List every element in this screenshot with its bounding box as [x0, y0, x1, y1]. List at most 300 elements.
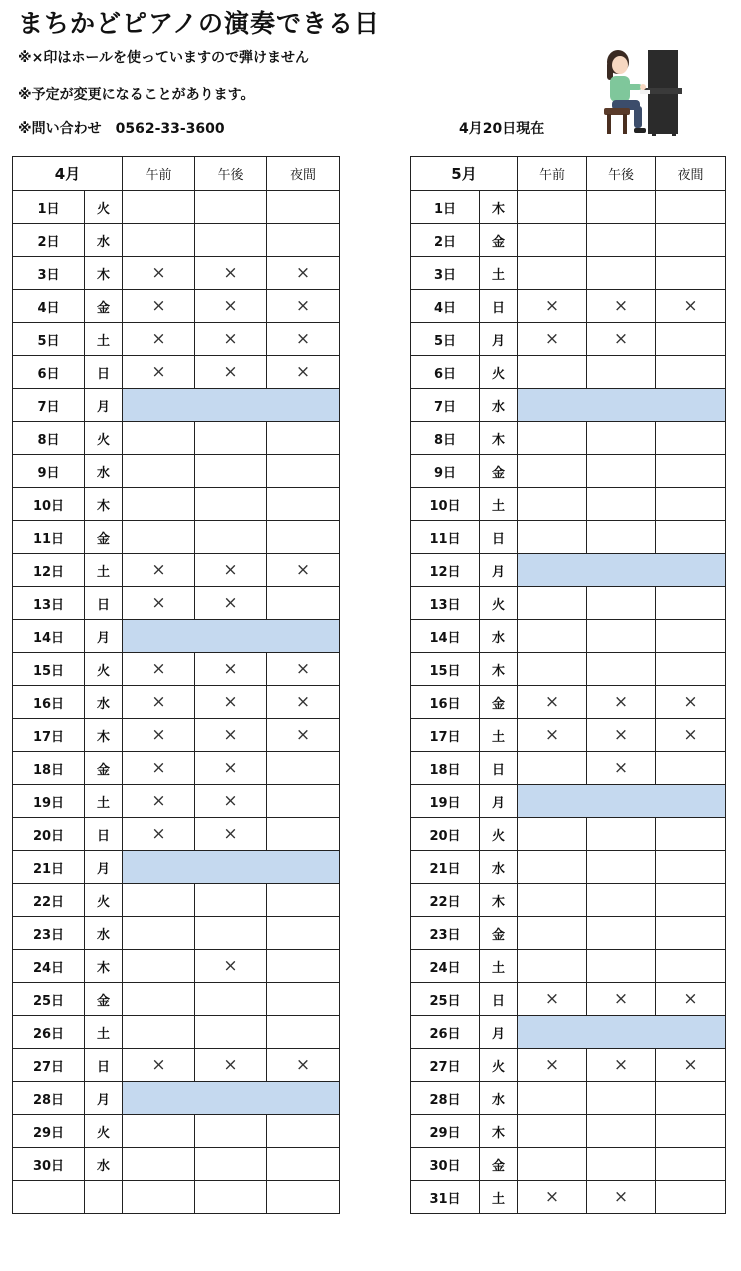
table-row — [411, 257, 726, 290]
day-cell: 11日 — [13, 521, 85, 554]
weekday-cell: 土 — [85, 554, 123, 587]
day-cell: 4日 — [13, 290, 85, 323]
day-cell: 16日 — [13, 686, 85, 719]
weekday-cell: 日 — [480, 290, 518, 323]
night-slot-cell — [267, 1016, 340, 1049]
table-row — [13, 587, 340, 620]
pm-slot-cell — [587, 455, 656, 488]
closed-day-cell — [518, 554, 726, 587]
night-slot-cell — [656, 488, 726, 521]
table-row — [13, 620, 340, 653]
table-row — [411, 521, 726, 554]
night-slot-cell — [267, 587, 340, 620]
night-slot-cell: × — [656, 719, 726, 752]
day-cell — [13, 1181, 85, 1214]
closed-day-cell — [518, 785, 726, 818]
night-slot-cell: × — [267, 356, 340, 389]
am-slot-cell: × — [123, 587, 195, 620]
table-row — [13, 884, 340, 917]
day-cell: 19日 — [411, 785, 480, 818]
weekday-cell: 金 — [480, 686, 518, 719]
night-slot-cell — [267, 950, 340, 983]
pm-slot-cell: × — [195, 554, 267, 587]
am-slot-cell — [123, 488, 195, 521]
pm-slot-cell: × — [587, 1049, 656, 1082]
day-cell: 18日 — [411, 752, 480, 785]
pm-slot-cell — [587, 620, 656, 653]
contact-info: ※問い合わせ 0562-33-3600 — [18, 121, 225, 137]
weekday-cell: 月 — [85, 620, 123, 653]
day-cell: 8日 — [13, 422, 85, 455]
table-row — [411, 191, 726, 224]
pm-slot-cell — [587, 224, 656, 257]
weekday-cell: 土 — [480, 1181, 518, 1214]
weekday-cell: 火 — [85, 1115, 123, 1148]
day-cell: 25日 — [411, 983, 480, 1016]
night-slot-cell — [267, 521, 340, 554]
pm-slot-cell: × — [587, 983, 656, 1016]
day-cell: 20日 — [411, 818, 480, 851]
closed-day-cell — [123, 389, 340, 422]
day-cell: 1日 — [411, 191, 480, 224]
pm-slot-cell — [587, 1148, 656, 1181]
am-slot-cell — [123, 1181, 195, 1214]
weekday-cell: 金 — [480, 917, 518, 950]
weekday-cell: 火 — [480, 587, 518, 620]
day-cell: 12日 — [13, 554, 85, 587]
weekday-cell: 火 — [480, 1049, 518, 1082]
night-slot-cell: × — [267, 257, 340, 290]
weekday-cell: 月 — [480, 785, 518, 818]
table-row — [411, 686, 726, 719]
table-row — [13, 785, 340, 818]
am-slot-cell — [123, 422, 195, 455]
table-row — [13, 488, 340, 521]
night-slot-cell — [267, 1181, 340, 1214]
pm-slot-cell — [195, 884, 267, 917]
day-cell: 3日 — [411, 257, 480, 290]
weekday-cell: 土 — [480, 950, 518, 983]
am-slot-cell: × — [123, 653, 195, 686]
weekday-cell: 金 — [480, 455, 518, 488]
night-slot-cell: × — [267, 554, 340, 587]
pm-slot-cell: × — [587, 719, 656, 752]
table-row — [13, 521, 340, 554]
weekday-cell: 土 — [85, 323, 123, 356]
table-row — [13, 455, 340, 488]
table-row — [13, 1082, 340, 1115]
weekday-cell: 火 — [85, 422, 123, 455]
table-row — [411, 1115, 726, 1148]
day-cell: 30日 — [411, 1148, 480, 1181]
table-row — [411, 488, 726, 521]
weekday-cell: 水 — [480, 620, 518, 653]
day-cell: 24日 — [411, 950, 480, 983]
am-slot-cell — [123, 521, 195, 554]
am-slot-cell: × — [518, 686, 587, 719]
weekday-cell: 木 — [480, 422, 518, 455]
night-slot-cell — [267, 455, 340, 488]
weekday-cell: 水 — [85, 686, 123, 719]
pm-slot-cell — [195, 224, 267, 257]
day-cell: 9日 — [13, 455, 85, 488]
am-slot-cell — [518, 752, 587, 785]
table-row — [411, 1049, 726, 1082]
day-cell: 10日 — [13, 488, 85, 521]
weekday-cell: 月 — [85, 389, 123, 422]
day-cell: 31日 — [411, 1181, 480, 1214]
closed-day-cell — [123, 620, 340, 653]
day-cell: 11日 — [411, 521, 480, 554]
night-slot-cell — [656, 950, 726, 983]
pm-slot-cell — [195, 983, 267, 1016]
night-slot-cell — [656, 818, 726, 851]
weekday-cell: 水 — [85, 224, 123, 257]
pm-column-header: 午後 — [195, 157, 267, 191]
weekday-cell: 水 — [85, 455, 123, 488]
am-slot-cell — [518, 356, 587, 389]
weekday-cell: 金 — [85, 983, 123, 1016]
day-cell: 23日 — [411, 917, 480, 950]
day-cell: 6日 — [13, 356, 85, 389]
day-cell: 15日 — [411, 653, 480, 686]
table-row — [411, 620, 726, 653]
am-slot-cell: × — [518, 1049, 587, 1082]
night-slot-cell — [267, 752, 340, 785]
day-cell: 2日 — [13, 224, 85, 257]
day-cell: 13日 — [411, 587, 480, 620]
am-slot-cell — [518, 818, 587, 851]
night-slot-cell: × — [267, 290, 340, 323]
night-slot-cell: × — [267, 686, 340, 719]
night-slot-cell — [267, 917, 340, 950]
weekday-cell: 日 — [85, 587, 123, 620]
day-cell: 23日 — [13, 917, 85, 950]
night-slot-cell — [656, 653, 726, 686]
weekday-cell: 日 — [480, 752, 518, 785]
night-slot-cell — [656, 191, 726, 224]
am-slot-cell — [518, 950, 587, 983]
night-slot-cell — [656, 455, 726, 488]
pm-slot-cell — [587, 488, 656, 521]
pm-slot-cell: × — [587, 290, 656, 323]
pm-slot-cell: × — [195, 257, 267, 290]
day-cell: 22日 — [411, 884, 480, 917]
weekday-cell: 金 — [480, 1148, 518, 1181]
table-row — [411, 653, 726, 686]
weekday-cell: 火 — [480, 818, 518, 851]
day-cell: 5日 — [411, 323, 480, 356]
day-cell: 25日 — [13, 983, 85, 1016]
table-row — [13, 257, 340, 290]
am-slot-cell — [518, 257, 587, 290]
weekday-cell: 日 — [85, 1049, 123, 1082]
table-row — [13, 356, 340, 389]
night-slot-cell — [656, 356, 726, 389]
am-slot-cell: × — [123, 257, 195, 290]
table-row — [411, 719, 726, 752]
am-slot-cell — [518, 587, 587, 620]
pm-slot-cell — [195, 1181, 267, 1214]
am-slot-cell — [123, 224, 195, 257]
table-row — [411, 1148, 726, 1181]
weekday-cell: 木 — [85, 257, 123, 290]
weekday-cell: 金 — [85, 752, 123, 785]
table-row — [13, 983, 340, 1016]
table-row — [13, 719, 340, 752]
pm-slot-cell — [587, 818, 656, 851]
pm-slot-cell — [195, 191, 267, 224]
table-row — [411, 554, 726, 587]
table-row — [13, 1016, 340, 1049]
table-row — [411, 785, 726, 818]
day-cell: 7日 — [13, 389, 85, 422]
day-cell: 29日 — [13, 1115, 85, 1148]
weekday-cell: 金 — [85, 290, 123, 323]
note-cross-mark: ※×印はホールを使っていますので弾けません — [18, 50, 310, 66]
am-slot-cell: × — [518, 719, 587, 752]
night-slot-cell — [656, 257, 726, 290]
weekday-cell: 水 — [480, 389, 518, 422]
am-slot-cell — [518, 224, 587, 257]
day-cell: 10日 — [411, 488, 480, 521]
pm-slot-cell: × — [587, 1181, 656, 1214]
pm-slot-cell — [587, 1115, 656, 1148]
weekday-cell: 月 — [480, 323, 518, 356]
day-cell: 26日 — [13, 1016, 85, 1049]
day-cell: 2日 — [411, 224, 480, 257]
pm-slot-cell: × — [587, 752, 656, 785]
weekday-cell: 木 — [85, 950, 123, 983]
weekday-cell: 木 — [85, 488, 123, 521]
weekday-cell — [85, 1181, 123, 1214]
pm-slot-cell: × — [195, 686, 267, 719]
pm-slot-cell — [587, 587, 656, 620]
table-row — [411, 224, 726, 257]
day-cell: 9日 — [411, 455, 480, 488]
as-of-date: 4月20日現在 — [459, 121, 545, 137]
night-slot-cell — [656, 752, 726, 785]
weekday-cell: 日 — [480, 983, 518, 1016]
pm-slot-cell — [587, 356, 656, 389]
weekday-cell: 日 — [85, 356, 123, 389]
am-slot-cell — [518, 620, 587, 653]
night-column-header: 夜間 — [267, 157, 340, 191]
may-month-header: 5月 — [411, 157, 518, 191]
night-slot-cell — [267, 785, 340, 818]
day-cell: 20日 — [13, 818, 85, 851]
table-row — [411, 818, 726, 851]
table-row — [13, 224, 340, 257]
pm-slot-cell: × — [195, 752, 267, 785]
day-cell: 5日 — [13, 323, 85, 356]
pm-slot-cell — [587, 1082, 656, 1115]
weekday-cell: 日 — [85, 818, 123, 851]
day-cell: 8日 — [411, 422, 480, 455]
night-slot-cell: × — [267, 653, 340, 686]
pm-slot-cell: × — [587, 686, 656, 719]
am-slot-cell: × — [123, 752, 195, 785]
weekday-cell: 土 — [480, 257, 518, 290]
weekday-cell: 月 — [85, 851, 123, 884]
pm-slot-cell — [587, 884, 656, 917]
pm-slot-cell: × — [195, 323, 267, 356]
night-slot-cell: × — [656, 686, 726, 719]
piano-player-icon — [598, 44, 682, 138]
table-row — [411, 455, 726, 488]
am-slot-cell — [123, 1016, 195, 1049]
weekday-cell: 月 — [480, 554, 518, 587]
am-slot-cell: × — [518, 983, 587, 1016]
weekday-cell: 火 — [85, 884, 123, 917]
day-cell: 28日 — [13, 1082, 85, 1115]
table-row — [411, 389, 726, 422]
pm-slot-cell — [195, 422, 267, 455]
table-row — [13, 653, 340, 686]
pm-slot-cell: × — [195, 290, 267, 323]
am-slot-cell — [123, 191, 195, 224]
table-row — [411, 917, 726, 950]
day-cell: 27日 — [411, 1049, 480, 1082]
pm-slot-cell — [587, 422, 656, 455]
table-row — [13, 686, 340, 719]
table-row — [411, 983, 726, 1016]
weekday-cell: 水 — [480, 1082, 518, 1115]
day-cell: 17日 — [13, 719, 85, 752]
may-schedule-table — [410, 156, 726, 1214]
weekday-cell: 水 — [480, 851, 518, 884]
am-slot-cell — [518, 455, 587, 488]
pm-slot-cell — [195, 1148, 267, 1181]
table-row — [13, 917, 340, 950]
table-row — [411, 1016, 726, 1049]
table-row — [411, 752, 726, 785]
table-row — [13, 1049, 340, 1082]
weekday-cell: 木 — [480, 191, 518, 224]
am-slot-cell: × — [518, 290, 587, 323]
night-slot-cell: × — [656, 290, 726, 323]
night-slot-cell — [267, 488, 340, 521]
table-row — [13, 818, 340, 851]
weekday-cell: 木 — [480, 653, 518, 686]
day-cell: 26日 — [411, 1016, 480, 1049]
day-cell: 12日 — [411, 554, 480, 587]
table-row — [411, 1082, 726, 1115]
night-slot-cell — [267, 983, 340, 1016]
am-slot-cell — [518, 884, 587, 917]
am-slot-cell — [518, 1082, 587, 1115]
am-slot-cell: × — [123, 1049, 195, 1082]
weekday-cell: 木 — [480, 884, 518, 917]
table-row — [411, 323, 726, 356]
night-slot-cell — [656, 1148, 726, 1181]
table-row — [411, 587, 726, 620]
day-cell: 27日 — [13, 1049, 85, 1082]
day-cell: 6日 — [411, 356, 480, 389]
day-cell: 29日 — [411, 1115, 480, 1148]
pm-slot-cell — [587, 851, 656, 884]
weekday-cell: 水 — [85, 917, 123, 950]
am-column-header: 午前 — [518, 157, 587, 191]
weekday-cell: 火 — [85, 191, 123, 224]
weekday-cell: 木 — [480, 1115, 518, 1148]
day-cell: 16日 — [411, 686, 480, 719]
table-row — [411, 884, 726, 917]
table-row — [411, 422, 726, 455]
day-cell: 7日 — [411, 389, 480, 422]
april-month-header: 4月 — [13, 157, 123, 191]
table-row — [13, 389, 340, 422]
weekday-cell: 金 — [480, 224, 518, 257]
night-slot-cell — [656, 323, 726, 356]
am-slot-cell: × — [123, 785, 195, 818]
am-slot-cell: × — [123, 686, 195, 719]
pm-slot-cell: × — [195, 719, 267, 752]
night-slot-cell — [656, 620, 726, 653]
pm-slot-cell: × — [195, 587, 267, 620]
table-row — [411, 290, 726, 323]
day-cell: 1日 — [13, 191, 85, 224]
day-cell: 15日 — [13, 653, 85, 686]
day-cell: 22日 — [13, 884, 85, 917]
pm-slot-cell: × — [195, 653, 267, 686]
night-slot-cell — [267, 1115, 340, 1148]
am-slot-cell — [123, 1148, 195, 1181]
page-title: まちかどピアノの演奏できる日 — [18, 9, 381, 38]
pm-slot-cell: × — [195, 950, 267, 983]
am-column-header: 午前 — [123, 157, 195, 191]
am-slot-cell — [518, 422, 587, 455]
am-slot-cell — [123, 950, 195, 983]
am-slot-cell — [123, 917, 195, 950]
am-slot-cell — [518, 191, 587, 224]
am-slot-cell — [518, 1115, 587, 1148]
table-row — [411, 1181, 726, 1214]
night-column-header: 夜間 — [656, 157, 726, 191]
weekday-cell: 月 — [480, 1016, 518, 1049]
pm-slot-cell: × — [587, 323, 656, 356]
am-slot-cell: × — [518, 1181, 587, 1214]
weekday-cell: 月 — [85, 1082, 123, 1115]
weekday-cell: 土 — [480, 488, 518, 521]
day-cell: 13日 — [13, 587, 85, 620]
night-slot-cell — [267, 884, 340, 917]
night-slot-cell: × — [267, 719, 340, 752]
closed-day-cell — [518, 389, 726, 422]
night-slot-cell — [656, 1181, 726, 1214]
day-cell: 21日 — [411, 851, 480, 884]
table-row — [411, 851, 726, 884]
night-slot-cell — [656, 917, 726, 950]
night-slot-cell — [267, 422, 340, 455]
night-slot-cell — [267, 191, 340, 224]
weekday-cell: 火 — [85, 653, 123, 686]
night-slot-cell — [267, 1148, 340, 1181]
day-cell: 4日 — [411, 290, 480, 323]
table-row — [13, 1148, 340, 1181]
table-row — [13, 554, 340, 587]
day-cell: 18日 — [13, 752, 85, 785]
table-row — [13, 191, 340, 224]
am-slot-cell — [518, 521, 587, 554]
pm-slot-cell — [587, 191, 656, 224]
am-slot-cell: × — [123, 323, 195, 356]
pm-slot-cell: × — [195, 785, 267, 818]
am-slot-cell: × — [518, 323, 587, 356]
table-row — [13, 1181, 340, 1214]
night-slot-cell — [656, 422, 726, 455]
weekday-cell: 金 — [85, 521, 123, 554]
